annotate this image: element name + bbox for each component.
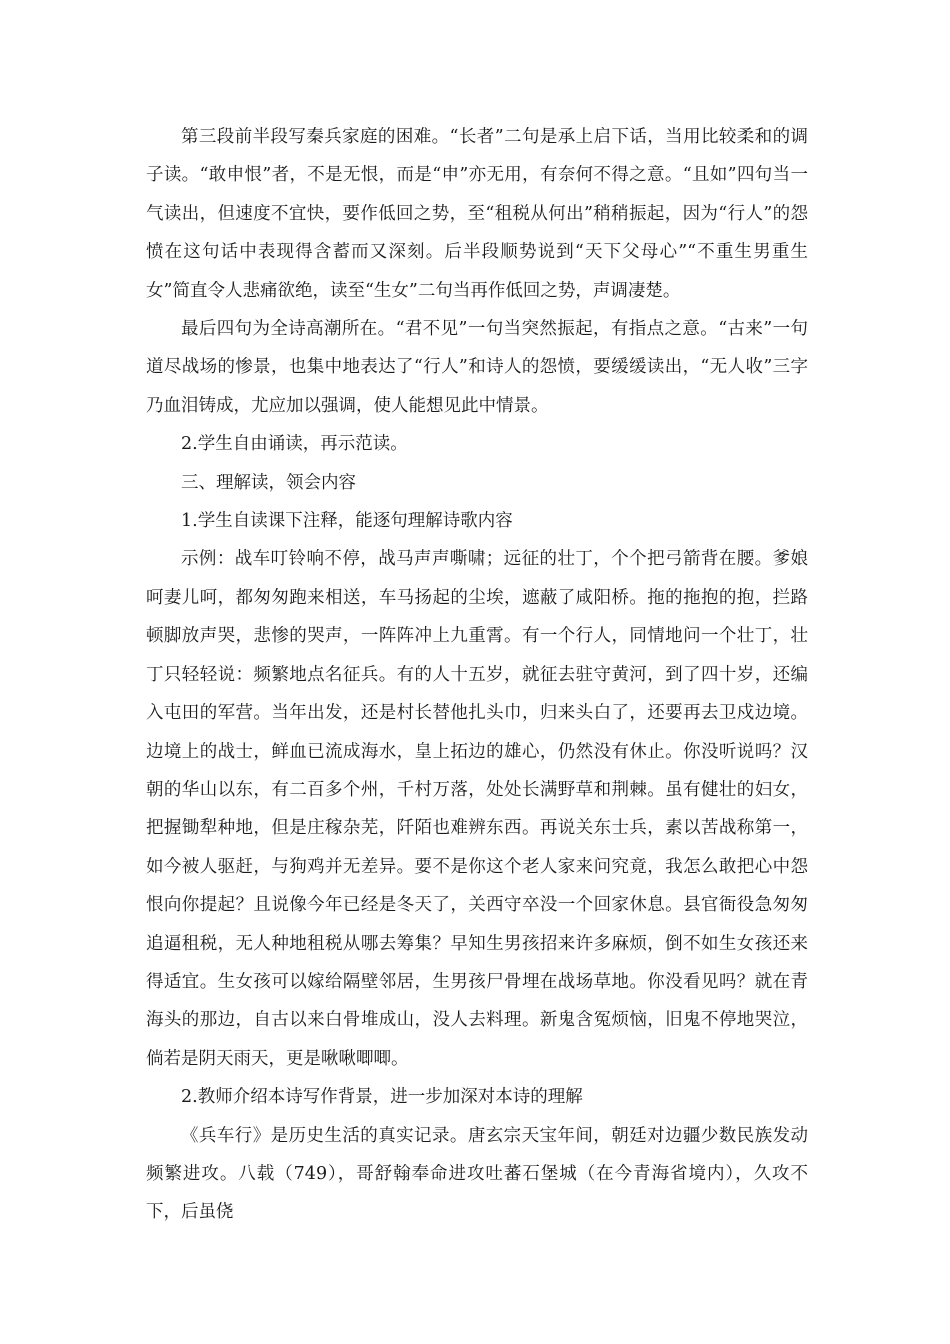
document-body: [146, 118, 808, 1232]
paragraph-reading-third-section: 第三段前半段写秦兵家庭的困难。“长者”二句是承上启下话，当用比较柔和的调子读。“敢申恨”者，不是无恨，而是“申”亦无用，有奈何不得之意。“且如”四句当一气读出，但速度不宜快，要作低回之势，至“租税从何出”稍稍振起，因为“行人”的怨愤在这句话中表现得含蓄而又深刻。后半段顺势说到“天下父母心”“不重生男重生女”简直令人悲痛欲绝，读至“生女”二句当再作低回之势，声调凄楚。: [146, 127, 808, 301]
paragraph-step-free-reading: 2.学生自由诵读，再示范读。: [181, 434, 408, 455]
paragraph-step-self-study-notes: 1.学生自读课下注释，能逐句理解诗歌内容: [181, 511, 513, 532]
paragraph-example-translation: 示例：战车叮铃响不停，战马声声嘶啸；远征的壮丁，个个把弓箭背在腰。爹娘呵妻儿呵，都匆匆跑来相送，车马扬起的尘埃，遮蔽了咸阳桥。拖的拖抱的抱，拦路顿脚放声哭，悲惨的哭声，一阵阵冲上九重霄。有一个行人，同情地问一个壮丁，壮丁只轻轻说：频繁地点名征兵。有的人十五岁，就征去驻守黄河，到了四十岁，还编入屯田的军营。当年出发，还是村长替他扎头巾，归来头白了，还要再去卫戍边境。边境上的战士，鲜血已流成海水，皇上拓边的雄心，仍然没有休止。你没听说吗？汉朝的华山以东，有二百多个州，千村万落，处处长满野草和荆棘。虽有健壮的妇女，把握锄犁种地，但是庄稼杂芜，阡陌也难辨东西。再说关东士兵，素以苦战称第一，如今被人驱赶，与狗鸡并无差异。要不是你这个老人家来问究竟，我怎么敢把心中怨恨向你提起？且说像今年已经是冬天了，关西守卒没一个回家休息。县官衙役急匆匆追逼租税，无人种地租税从哪去筹集？早知生男孩招来许多麻烦，倒不如生女孩还来得适宜。生女孩可以嫁给隔壁邻居，生男孩尸骨埋在战场草地。你没看见吗？就在青海头的那边，自古以来白骨堆成山，没人去料理。新鬼含冤烦恼，旧鬼不停地哭泣，倘若是阴天雨天，更是啾啾唧唧。: [146, 549, 808, 1069]
section-heading-comprehension: 三、理解读，领会内容: [181, 472, 356, 493]
paragraph-background-history: 《兵车行》是历史生活的真实记录。唐玄宗天宝年间，朝廷对边疆少数民族发动频繁进攻。八载（749），哥舒翰奉命进攻吐蕃石堡城（在今青海省境内），久攻不下，后虽侥: [146, 1125, 808, 1223]
paragraph-reading-last-four-lines: 最后四句为全诗高潮所在。“君不见”一句当突然振起，有指点之意。“古来”一句道尽战场的惨景，也集中地表达了“行人”和诗人的怨愤，要缓缓读出，“无人收”三字乃血泪铸成，尤应加以强调，使人能想见此中情景。: [146, 319, 808, 416]
paragraph-step-background: 2.教师介绍本诗写作背景，进一步加深对本诗的理解: [181, 1087, 583, 1108]
